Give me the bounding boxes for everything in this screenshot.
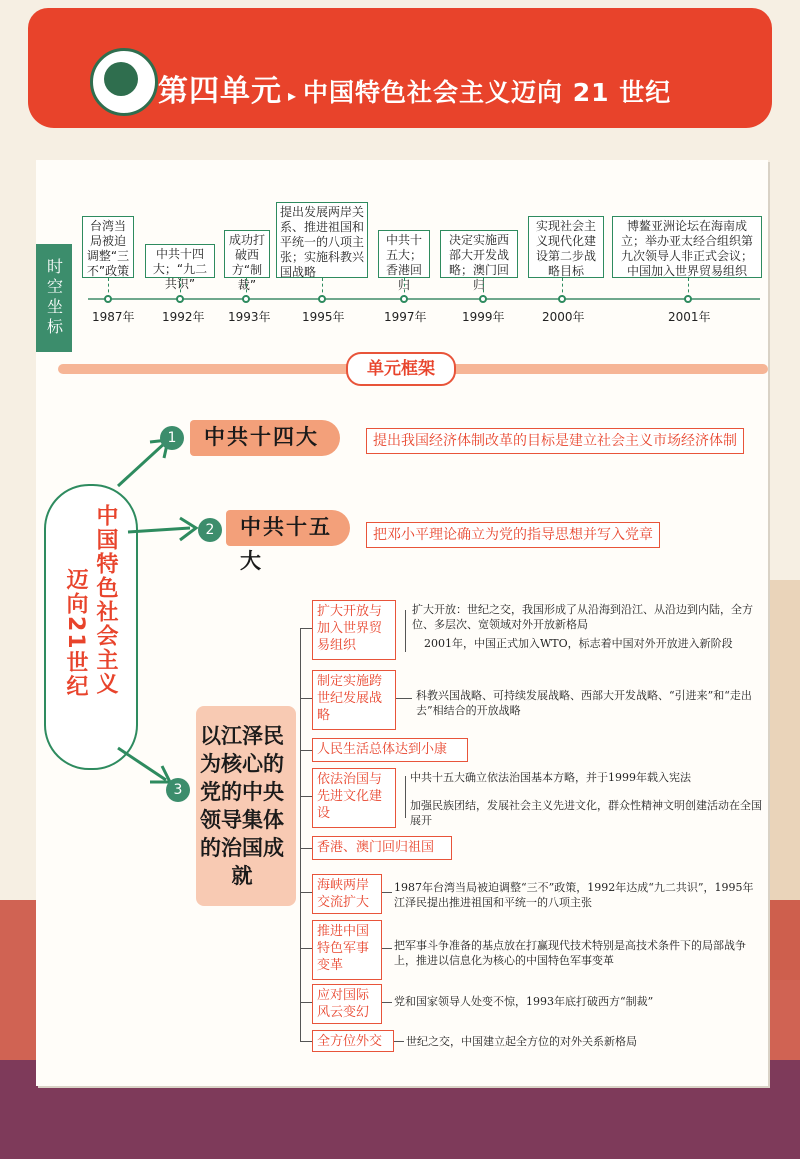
tree-branch xyxy=(300,796,312,797)
achievement-category: 全方位外交 xyxy=(312,1030,394,1052)
separator-arrow-icon: ▸ xyxy=(288,86,298,105)
tree-branch xyxy=(382,948,392,949)
center-topic-line-1: 中国特色社会主义 xyxy=(93,504,118,696)
arrowhead-icon xyxy=(150,766,170,782)
timeline-event: 实现社会主义现代化建设第二步战略目标 xyxy=(528,216,604,278)
tree-branch xyxy=(300,1041,312,1042)
tree-branch xyxy=(382,1002,392,1003)
tree-bracket xyxy=(405,610,406,652)
achievement-category: 海峡两岸交流扩大 xyxy=(312,874,382,914)
tree-branch xyxy=(300,1002,312,1003)
achievement-detail: 1987年台湾当局被迫调整“三不”政策，1992年达成“九二共识”，1995年江泽民提出推进祖国和平统一的八项主张 xyxy=(394,881,754,909)
branch-title: 中共十五大 xyxy=(226,510,350,546)
tree-branch xyxy=(300,892,312,893)
branch-title: 中共十四大 xyxy=(190,420,340,456)
tree-trunk xyxy=(300,628,301,1042)
timeline-year: 1999年 xyxy=(462,310,505,324)
achievement-detail: 世纪之交，中国建立起全方位的对外关系新格局 xyxy=(406,1035,637,1048)
achievement-detail: 2001年，中国正式加入WTO，标志着中国对外开放进入新阶段 xyxy=(424,637,733,650)
achievement-detail: 党和国家领导人处变不惊，1993年底打破西方“制裁” xyxy=(394,995,654,1008)
tree-branch xyxy=(300,848,312,849)
timeline-event: 博鳌亚洲论坛在海南成立；举办亚太经合组织第九次领导人非正式会议；中国加入世界贸易组织 xyxy=(612,216,762,278)
timeline-event: 中共十四大；“九二共识” xyxy=(145,244,215,278)
branch-number: 1 xyxy=(160,426,184,450)
timeline-event: 决定实施西部大开发战略；澳门回归 xyxy=(440,230,518,278)
achievement-category: 香港、澳门回归祖国 xyxy=(312,836,452,860)
timeline-year: 1995年 xyxy=(302,310,345,324)
branch-detail: 提出我国经济体制改革的目标是建立社会主义市场经济体制 xyxy=(366,428,744,454)
achievement-category: 扩大开放与加入世界贸易组织 xyxy=(312,600,396,660)
timeline-year: 1997年 xyxy=(384,310,427,324)
arrow-to-branch-1 xyxy=(118,442,166,486)
timeline-event: 中共十五大；香港回归 xyxy=(378,230,430,278)
tree-branch xyxy=(396,698,412,699)
timeline-year: 1987年 xyxy=(92,310,135,324)
tree-branch xyxy=(300,750,312,751)
achievement-detail: 加强民族团结，发展社会主义先进文化，群众性精神文明创建活动在全国展开 xyxy=(410,799,762,827)
unit-subtitle: 中国特色社会主义迈向 21 世纪 xyxy=(303,78,672,107)
timeline-event: 台湾当局被迫调整“三不”政策 xyxy=(82,216,134,278)
tree-branch xyxy=(382,892,392,893)
achievement-detail: 中共十五大确立依法治国基本方略，并于1999年载入宪法 xyxy=(410,771,691,784)
achievement-detail: 扩大开放：世纪之交，我国形成了从沿海到沿江、从沿边到内陆，全方位、多层次、宽领域对外开放新格局 xyxy=(412,603,753,631)
timeline-event: 成功打破西方“制裁” xyxy=(224,230,270,278)
timeline-year: 1993年 xyxy=(228,310,271,324)
tree-branch xyxy=(300,948,312,949)
achievement-category: 人民生活总体达到小康 xyxy=(312,738,468,762)
tree-branch xyxy=(300,698,312,699)
tree-branch xyxy=(300,628,312,629)
center-topic-line-2: 迈向21世纪 xyxy=(63,568,88,699)
achievement-category: 应对国际风云变幻 xyxy=(312,984,382,1024)
branch-detail: 把邓小平理论确立为党的指导思想并写入党章 xyxy=(366,522,660,548)
framework-label: 单元框架 xyxy=(346,352,456,386)
achievement-category: 制定实施跨世纪发展战略 xyxy=(312,670,396,730)
branch-number: 2 xyxy=(198,518,222,542)
unit-number: 第四单元 xyxy=(158,74,282,109)
tree-bracket xyxy=(405,776,406,818)
timeline-tab: 时空坐标 xyxy=(36,244,72,352)
achievement-detail: 把军事斗争准备的基点放在打赢现代技术特别是高技术条件下的局部战争上，推进以信息化为核心的中国特色军事变革 xyxy=(394,939,746,967)
arrow-to-branch-2 xyxy=(128,528,190,532)
achievement-detail: 科教兴国战略、可持续发展战略、西部大开发战略、“引进来”和“走出去”相结合的开放战略 xyxy=(416,689,752,717)
timeline-year: 1992年 xyxy=(162,310,205,324)
arrow-to-branch-3 xyxy=(118,748,166,780)
timeline-event: 提出发展两岸关系、推进祖国和平统一的八项主张；实施科教兴国战略 xyxy=(276,202,368,278)
timeline-year: 2001年 xyxy=(668,310,711,324)
achievement-category: 推进中国特色军事变革 xyxy=(312,920,382,980)
achievement-category: 依法治国与先进文化建设 xyxy=(312,768,396,828)
timeline-year: 2000年 xyxy=(542,310,585,324)
tree-branch xyxy=(394,1041,404,1042)
branch-number: 3 xyxy=(166,778,190,802)
branch-title: 以江泽民为核心的党的中央领导集体的治国成就 xyxy=(200,724,284,888)
